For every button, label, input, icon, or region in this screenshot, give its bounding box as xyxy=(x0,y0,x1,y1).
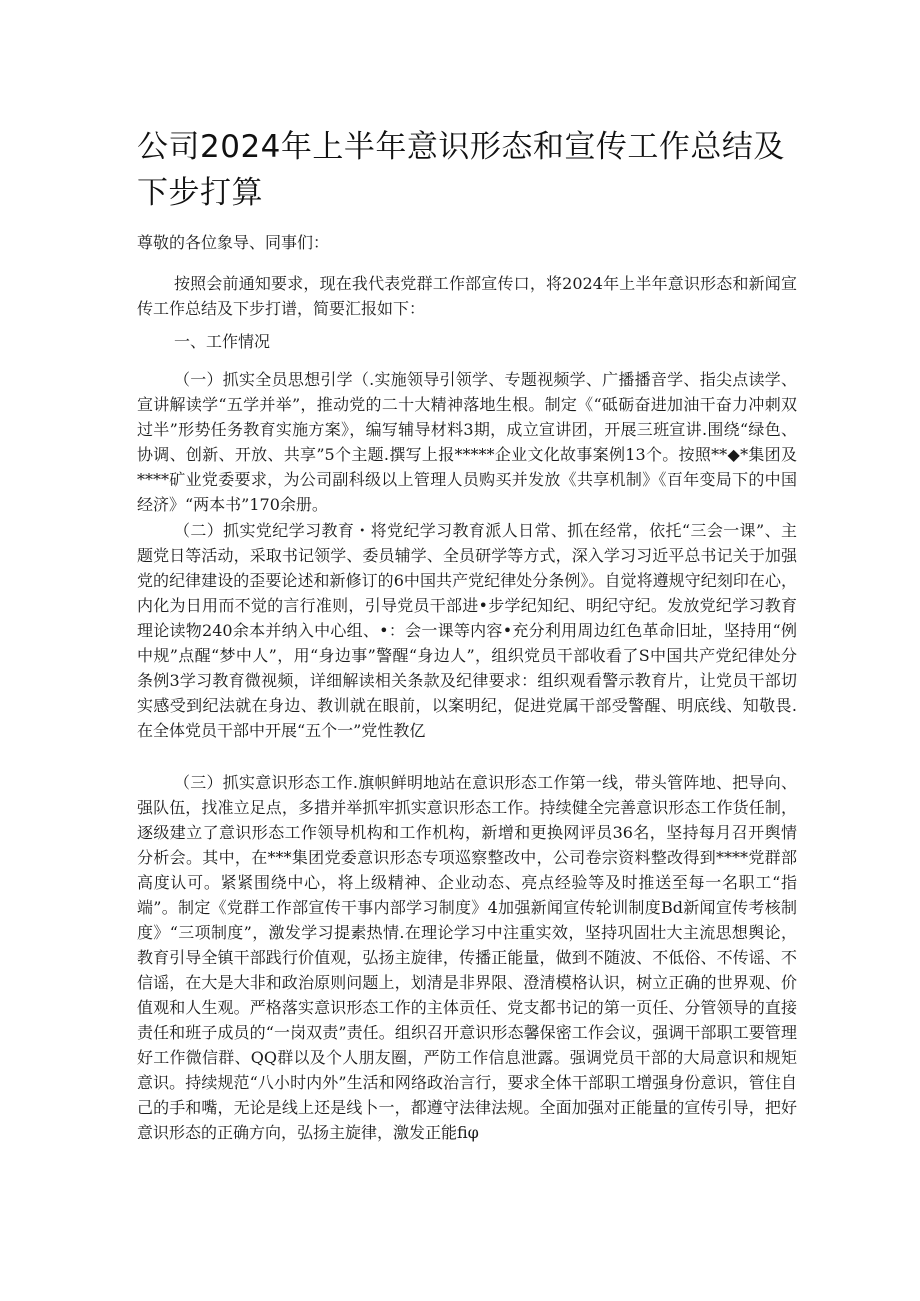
paragraph-ideology-work: （三）抓实意识形态工作.旗帜鲜明地站在意识形态工作第一线，带头管阵地、把导向、强队伍，找准立足点，多措并举抓牢抓实意识形态工作。持续健全完善意识形态工作货任制，逐级建立了意识形态工作领导机构和工作机构，新增和更换网评员36名，坚持每月召开舆情分析会。其中，在***集团党委意识形态专项巡察整改中，公司卷宗资料整改得到****党群部高度认可。紧紧围绕中心，将上级精神、企业动态、亮点经验等及时推送至每一名职工“指端”。制定《党群工作部宣传干事内部学习制度》4加强新闻宣传轮训制度Bd新闻宣传考核制度》“三项制度”，激发学习提素热情.在理论学习中注重实效，坚持巩固壮大主流思想舆论，教育引导全镇干部践行价值观，弘扬主旋律，传播正能量，做到不随波、不低俗、不传谣、不信谣，在大是大非和政治原则问题上，划清是非界限、澄清模格认识，树立正确的世界观、价值观和人生观。严格落实意识形态工作的主体贡任、党支都书记的第一页任、分管领导的直接责任和班子成员的“一岗双责”责任。组织召开意识形态馨保密工作会议，强调干部职工要管理好工作微信群、QQ群以及个人朋友圈，严防工作信息泄露。强调党员干部的大局意识和规矩意识。持续规范“八小时内外”生活和网络政治言行，要求全体干部职工增强身份意识，管住自己的手和嘴，无论是线上还是线卜一，都遵守法律法规。全面加强对正能量的宣传引导，把好意识形态的正确方向，弘扬主旋律，激发正能fiφ xyxy=(137,773,797,1142)
intro-paragraph: 按照会前通知要求，现在我代表党群工作部宣传口，将2024年上半年意识形态和新闻宣传工作总结及下步打谱，简要汇报如下： xyxy=(137,274,797,318)
paragraph-thought-guidance: （一）抓实全员思想引学（.实施领导引领学、专题视频学、广播播音学、指尖点读学、宣讲解读学“五学并举”，推动党的二十大精神落地生根。制定《“砥砺奋进加油干奋力冲刺双过半”形势任务教育实施方案》，编写辅导材料3期，成立宣讲团，开展三班宣讲.围绕“绿色、协调、创新、开放、共享”5个主题.撰写上报*****企业文化故事案例13个。按照**◆*集团及****矿业党委要求，为公司副科级以上管理人员购买并发放《共享机制》《百年变局下的中国经济》“两本书”170余册。 xyxy=(137,370,797,514)
section-heading: 一、工作情况 xyxy=(174,332,271,351)
paragraph-discipline-education: （二）抓实党纪学习教育・将党纪学习教育派人日常、抓在经常，依托“三会一课”、主题党日等活动，采取书记领学、委员辅学、全员研学等方式，深入学习习近平总书记关于加强党的纪律建设的歪要论述和新修订的6中国共产党纪律处分条例》。自觉将遵规守纪刻印在心，内化为日用而不觉的言行准则，引导党员干部进•步学纪知纪、明纪守纪。发放党纪学习教育理论读物240余本并纳入中心组、•：会一课等内容•充分利用周边红色革命旧址，坚持用“例中规”点醒“梦中人”，用“身边事”警醒“身边人”，组织党员干部收看了S中国共产党纪律处分条例3学习教育微视频，详细解读相关条款及纪律要求：组织观看警示教育片，让党员干部切实感受到纪法就在身边、教训就在眼前，以案明纪，促进党属干部受警醒、明底线、知敬畏.在全体党员干部中开展“五个一”党性教亿 xyxy=(137,521,797,740)
salutation: 尊敬的各位象导、同事们： xyxy=(137,233,330,252)
document-title: 公司2024年上半年意识形态和宣传工作总结及下步打算 xyxy=(137,129,785,211)
